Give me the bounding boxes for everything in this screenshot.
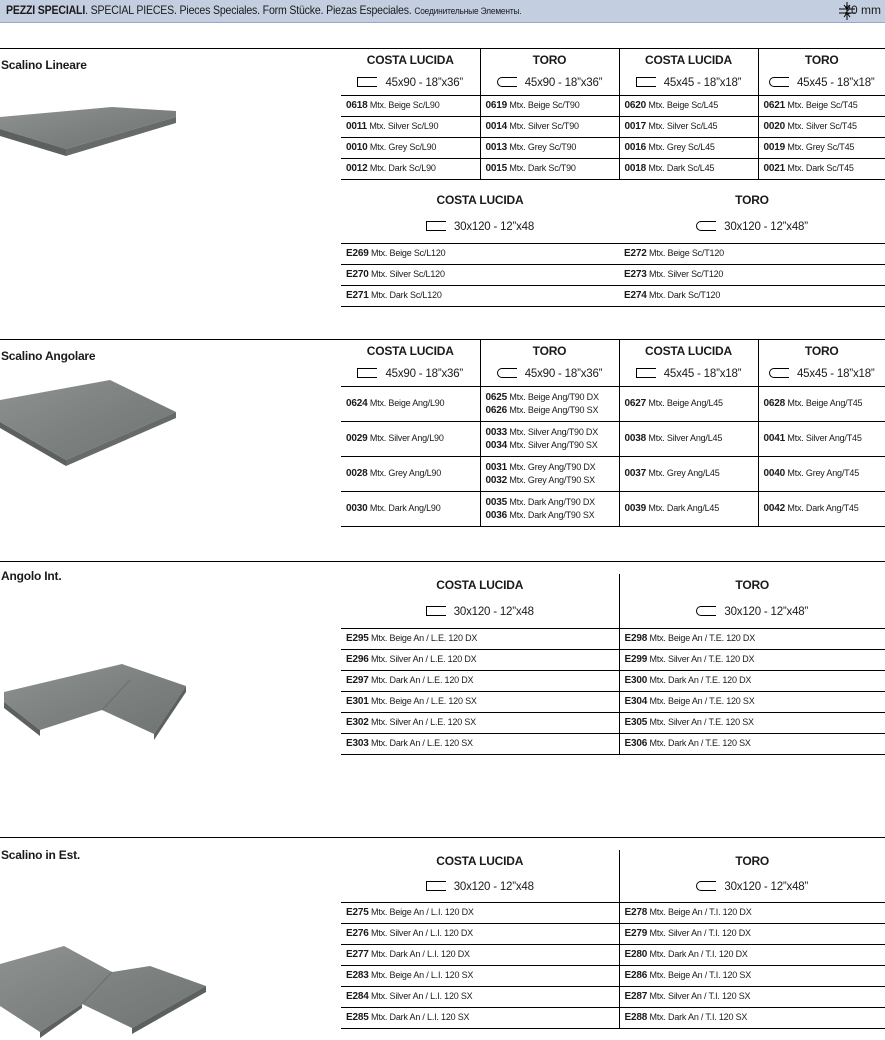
product-cell: E304 Mtx. Beige An / T.E. 120 SX bbox=[619, 691, 885, 712]
scalino-angolare-image bbox=[0, 376, 180, 466]
product-cell: E278 Mtx. Beige An / T.I. 120 DX bbox=[619, 902, 885, 923]
table-row bbox=[341, 158, 885, 179]
product-cell: 0015 Mtx. Dark Sc/T90 bbox=[480, 158, 619, 179]
product-cell: E303 Mtx. Dark An / L.E. 120 SX bbox=[341, 733, 619, 754]
col-header: TORO bbox=[480, 49, 619, 71]
section-title: Scalino in Est. bbox=[1, 848, 81, 862]
product-cell: E302 Mtx. Silver An / L.E. 120 SX bbox=[341, 712, 619, 733]
thickness-value: 20 mm bbox=[844, 3, 881, 17]
table-row bbox=[341, 137, 885, 158]
table-row bbox=[341, 712, 885, 733]
product-cell: 0040 Mtx. Grey Ang/T45 bbox=[758, 456, 885, 491]
product-cell: 0620 Mtx. Beige Sc/L45 bbox=[619, 95, 758, 116]
product-cell: 0016 Mtx. Grey Sc/L45 bbox=[619, 137, 758, 158]
product-cell: E295 Mtx. Beige An / L.E. 120 DX bbox=[341, 628, 619, 649]
product-cell: 0014 Mtx. Silver Sc/T90 bbox=[480, 116, 619, 137]
dimension-cell: 30x120 - 12”x48 bbox=[341, 211, 619, 243]
scalino-in-est-table bbox=[341, 850, 885, 1029]
table-row bbox=[341, 456, 885, 491]
header-title bbox=[6, 3, 521, 17]
dimension-cell: 30x120 - 12”x48” bbox=[619, 596, 885, 628]
round-edge-icon bbox=[497, 77, 517, 87]
product-cell: E286 Mtx. Beige An / T.I. 120 SX bbox=[619, 965, 885, 986]
table-row bbox=[341, 923, 885, 944]
col-header: COSTA LUCIDA bbox=[366, 344, 454, 358]
round-edge-icon bbox=[696, 221, 716, 231]
dimension-cell: 45x90 - 18”x36” bbox=[480, 362, 619, 386]
table-row bbox=[341, 386, 885, 421]
dimension-cell: 45x90 - 18”x36” bbox=[341, 362, 480, 386]
header-title-rest: . SPECIAL PIECES. Pieces Speciales. Form Stücke. Piezas Especiales. bbox=[85, 3, 412, 17]
dimension-cell: 45x45 - 18”x18” bbox=[619, 71, 758, 95]
dimension-cell: 45x45 - 18”x18” bbox=[619, 362, 758, 386]
product-cell: 0033 Mtx. Silver Ang/T90 DX 0034 Mtx. Silver Ang/T90 SX bbox=[480, 421, 619, 456]
square-edge-icon bbox=[636, 368, 656, 378]
dimension-row bbox=[341, 211, 885, 243]
dimension-cell: 30x120 - 12”x48 bbox=[341, 596, 619, 628]
col-header: COSTA LUCIDA bbox=[436, 854, 524, 868]
table-row bbox=[341, 95, 885, 116]
table-row bbox=[341, 116, 885, 137]
product-cell: 0031 Mtx. Grey Ang/T90 DX 0032 Mtx. Grey Ang/T90 SX bbox=[480, 456, 619, 491]
product-cell: 0010 Mtx. Grey Sc/L90 bbox=[341, 137, 480, 158]
product-cell: E274 Mtx. Dark Sc/T120 bbox=[619, 285, 885, 306]
round-edge-icon bbox=[696, 881, 716, 891]
table-row bbox=[341, 243, 885, 264]
product-cell: 0019 Mtx. Grey Sc/T45 bbox=[758, 137, 885, 158]
table-header-row bbox=[341, 850, 885, 872]
product-cell: E280 Mtx. Dark An / T.I. 120 DX bbox=[619, 944, 885, 965]
square-edge-icon bbox=[426, 606, 446, 616]
col-header: TORO bbox=[480, 340, 619, 362]
product-cell: 0041 Mtx. Silver Ang/T45 bbox=[758, 421, 885, 456]
product-cell: 0028 Mtx. Grey Ang/L90 bbox=[341, 456, 480, 491]
dimension-cell: 45x45 - 18”x18” bbox=[758, 71, 885, 95]
product-cell: 0042 Mtx. Dark Ang/T45 bbox=[758, 491, 885, 526]
product-cell: 0621 Mtx. Beige Sc/T45 bbox=[758, 95, 885, 116]
header-title-bold: PEZZI SPECIALI bbox=[6, 3, 86, 17]
scalino-lineare-120-table bbox=[341, 189, 885, 307]
dimension-cell: 30x120 - 12”x48” bbox=[619, 211, 885, 243]
table-row bbox=[341, 965, 885, 986]
product-cell: 0030 Mtx. Dark Ang/L90 bbox=[341, 491, 480, 526]
section-scalino-angolare bbox=[0, 339, 885, 559]
header-title-ru: Соединительные Элементы. bbox=[414, 6, 522, 17]
table-row bbox=[341, 649, 885, 670]
product-cell: 0619 Mtx. Beige Sc/T90 bbox=[480, 95, 619, 116]
product-cell: E306 Mtx. Dark An / T.E. 120 SX bbox=[619, 733, 885, 754]
dimension-row bbox=[341, 71, 885, 95]
product-cell: 0011 Mtx. Silver Sc/L90 bbox=[341, 116, 480, 137]
product-cell: E301 Mtx. Beige An / L.E. 120 SX bbox=[341, 691, 619, 712]
table-row bbox=[341, 670, 885, 691]
product-cell: 0018 Mtx. Dark Sc/L45 bbox=[619, 158, 758, 179]
product-cell: E277 Mtx. Dark An / L.I. 120 DX bbox=[341, 944, 619, 965]
product-cell: E270 Mtx. Silver Sc/L120 bbox=[341, 264, 619, 285]
square-edge-icon bbox=[636, 77, 656, 87]
product-cell: 0618 Mtx. Beige Sc/L90 bbox=[341, 95, 480, 116]
product-cell: 0037 Mtx. Grey Ang/L45 bbox=[619, 456, 758, 491]
table-header-row bbox=[341, 340, 885, 362]
dimension-row bbox=[341, 872, 885, 902]
product-cell: 0039 Mtx. Dark Ang/L45 bbox=[619, 491, 758, 526]
product-cell: 0013 Mtx. Grey Sc/T90 bbox=[480, 137, 619, 158]
dimension-cell: 30x120 - 12”x48 bbox=[341, 872, 619, 902]
product-cell: E269 Mtx. Beige Sc/L120 bbox=[341, 243, 619, 264]
section-title: Scalino Angolare bbox=[1, 349, 96, 363]
round-edge-icon bbox=[696, 606, 716, 616]
table-row bbox=[341, 491, 885, 526]
col-header: COSTA LUCIDA bbox=[436, 193, 524, 207]
product-cell: 0627 Mtx. Beige Ang/L45 bbox=[619, 386, 758, 421]
table-row bbox=[341, 285, 885, 306]
product-cell: E283 Mtx. Beige An / L.I. 120 SX bbox=[341, 965, 619, 986]
product-cell: E279 Mtx. Silver An / T.I. 120 DX bbox=[619, 923, 885, 944]
product-cell: E300 Mtx. Dark An / T.E. 120 DX bbox=[619, 670, 885, 691]
product-cell: E298 Mtx. Beige An / T.E. 120 DX bbox=[619, 628, 885, 649]
table-header-row bbox=[341, 574, 885, 596]
product-cell: 0029 Mtx. Silver Ang/L90 bbox=[341, 421, 480, 456]
product-cell: 0038 Mtx. Silver Ang/L45 bbox=[619, 421, 758, 456]
col-header: COSTA LUCIDA bbox=[619, 340, 758, 362]
col-header: TORO bbox=[758, 340, 885, 362]
square-edge-icon bbox=[357, 77, 377, 87]
square-edge-icon bbox=[426, 881, 446, 891]
round-edge-icon bbox=[497, 368, 517, 378]
product-cell: E299 Mtx. Silver An / T.E. 120 DX bbox=[619, 649, 885, 670]
scalino-in-est-image bbox=[0, 942, 210, 1038]
col-header: TORO bbox=[758, 49, 885, 71]
product-cell: E275 Mtx. Beige An / L.I. 120 DX bbox=[341, 902, 619, 923]
dimension-cell: 45x90 - 18”x36” bbox=[341, 71, 480, 95]
product-cell: E288 Mtx. Dark An / T.I. 120 SX bbox=[619, 1007, 885, 1028]
section-scalino-lineare bbox=[0, 48, 885, 338]
product-cell: E297 Mtx. Dark An / L.E. 120 DX bbox=[341, 670, 619, 691]
table-row bbox=[341, 421, 885, 456]
product-cell: 0628 Mtx. Beige Ang/T45 bbox=[758, 386, 885, 421]
square-edge-icon bbox=[426, 221, 446, 231]
section-scalino-in-est bbox=[0, 837, 885, 1040]
angolo-int-image bbox=[0, 662, 190, 742]
col-header: TORO bbox=[619, 850, 885, 872]
header-bar bbox=[0, 0, 885, 23]
product-cell: 0012 Mtx. Dark Sc/L90 bbox=[341, 158, 480, 179]
dimension-row bbox=[341, 362, 885, 386]
section-title: Scalino Lineare bbox=[1, 58, 87, 72]
square-edge-icon bbox=[357, 368, 377, 378]
round-edge-icon bbox=[769, 77, 789, 87]
table-row bbox=[341, 902, 885, 923]
scalino-angolare-table bbox=[341, 340, 885, 527]
scalino-lineare-image bbox=[0, 101, 180, 161]
product-cell: E276 Mtx. Silver An / L.I. 120 DX bbox=[341, 923, 619, 944]
product-cell: 0035 Mtx. Dark Ang/T90 DX 0036 Mtx. Dark Ang/T90 SX bbox=[480, 491, 619, 526]
section-title: Angolo Int. bbox=[1, 569, 62, 583]
product-cell: E287 Mtx. Silver An / T.I. 120 SX bbox=[619, 986, 885, 1007]
product-cell: E305 Mtx. Silver An / T.E. 120 SX bbox=[619, 712, 885, 733]
table-row bbox=[341, 733, 885, 754]
table-row bbox=[341, 944, 885, 965]
table-header-row bbox=[341, 49, 885, 71]
angolo-int-table bbox=[341, 574, 885, 755]
col-header: TORO bbox=[735, 193, 769, 207]
product-cell: 0021 Mtx. Dark Sc/T45 bbox=[758, 158, 885, 179]
dimension-cell: 45x45 - 18”x18” bbox=[758, 362, 885, 386]
product-cell: 0020 Mtx. Silver Sc/T45 bbox=[758, 116, 885, 137]
table-header-row bbox=[341, 189, 885, 211]
col-header: COSTA LUCIDA bbox=[619, 49, 758, 71]
product-cell: E273 Mtx. Silver Sc/T120 bbox=[619, 264, 885, 285]
product-cell: E272 Mtx. Beige Sc/T120 bbox=[619, 243, 885, 264]
table-row bbox=[341, 628, 885, 649]
round-edge-icon bbox=[769, 368, 789, 378]
dimension-cell: 30x120 - 12”x48” bbox=[619, 872, 885, 902]
table-row bbox=[341, 986, 885, 1007]
section-angolo-int bbox=[0, 561, 885, 831]
product-cell: E284 Mtx. Silver An / L.I. 120 SX bbox=[341, 986, 619, 1007]
table-row bbox=[341, 264, 885, 285]
product-cell: 0017 Mtx. Silver Sc/L45 bbox=[619, 116, 758, 137]
dimension-cell: 45x90 - 18”x36” bbox=[480, 71, 619, 95]
product-cell: E285 Mtx. Dark An / L.I. 120 SX bbox=[341, 1007, 619, 1028]
product-cell: E271 Mtx. Dark Sc/L120 bbox=[341, 285, 619, 306]
scalino-lineare-table bbox=[341, 49, 885, 180]
col-header: COSTA LUCIDA bbox=[436, 578, 524, 592]
product-cell: 0624 Mtx. Beige Ang/L90 bbox=[341, 386, 480, 421]
product-cell: E296 Mtx. Silver An / L.E. 120 DX bbox=[341, 649, 619, 670]
col-header: COSTA LUCIDA bbox=[366, 53, 454, 67]
col-header: TORO bbox=[619, 574, 885, 596]
table-row bbox=[341, 1007, 885, 1028]
product-cell: 0625 Mtx. Beige Ang/T90 DX 0626 Mtx. Beige Ang/T90 SX bbox=[480, 386, 619, 421]
dimension-row bbox=[341, 596, 885, 628]
table-row bbox=[341, 691, 885, 712]
